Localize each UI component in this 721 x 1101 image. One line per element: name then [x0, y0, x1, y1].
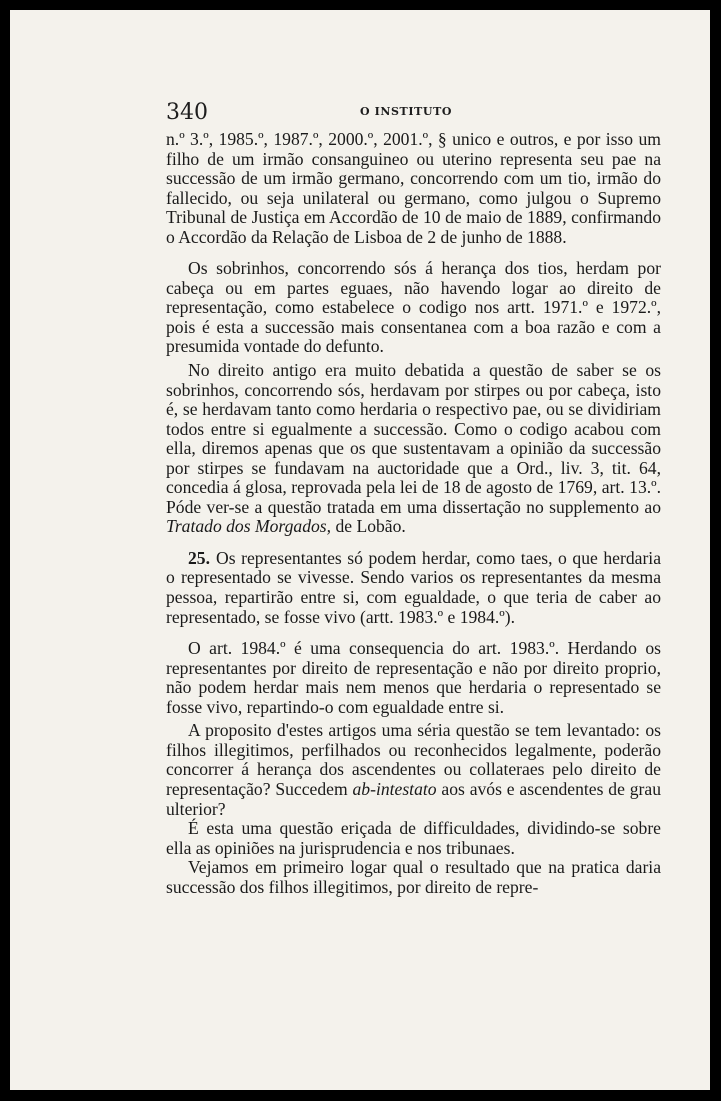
paragraph-old-law — [166, 361, 661, 537]
page-header — [166, 102, 666, 132]
paragraph-text: É esta uma questão eriçada de difficuldades, dividindo-se sobre ella as opiniões na jurisprudencia e nos tribunaes. — [166, 818, 661, 858]
paragraph-text-tail: aos avós e ascendentes de grau ulterior? — [166, 778, 661, 819]
paragraph-question — [166, 721, 661, 819]
section-number: 25. — [188, 547, 210, 568]
book-page — [10, 10, 710, 1090]
paragraph-text: n.º 3.º, 1985.º, 1987.º, 2000.º, 2001.º, § unico e outros, e por isso um filho de um irmão consanguineo ou uterino representa seu pae na successão de um irmão germano, concorrendo com um tio, irmão do fallecido, ou seja unilateral ou germano, como julgou o Supremo Tribunal de Justiça em Accordão de 10 de maio de 1889, confirmando o Accordão da Relação de Lisboa de 2 de junho de 1888. — [166, 129, 661, 247]
paragraph-text: Os sobrinhos, concorrendo sós á herança dos tios, herdam por cabeça ou em partes eguaes, não havendo logar ao direito de representação, como estabelece o codigo nos artt. 1971.º e 1972.º, pois é esta a successão mais consentanea com a boa razão e com a presumida vontade do defunto. — [166, 258, 661, 357]
latin-term: ab-intestato — [352, 778, 437, 799]
paragraph-art-1984 — [166, 639, 661, 717]
paragraph-text: Vejamos em primeiro logar qual o resultado que na pratica daria successão dos filhos illegitimos, por direito de repre- — [166, 857, 661, 897]
paragraph-practice — [166, 858, 661, 897]
paragraph-text: Os representantes só podem herdar, como taes, o que herdaria o representado se vivesse. Sendo varios os representantes da mesma pessoa, repartirão entre si, com egualdade, o que teria de caber ao representado, se fosse vivo (artt. 1983.º e 1984.º). — [166, 547, 661, 627]
running-title: O INSTITUTO — [360, 105, 453, 118]
book-title: Tratado dos Morgados, — [166, 516, 332, 537]
section-25 — [166, 549, 661, 627]
paragraph-text: O art. 1984.º é uma consequencia do art. 1983.º. Herdando os representantes por direito de representação e não por direito proprio, não podem herdar mais nem menos que herdaria o representado se fosse vivo, repartindo-o com egualdade entre si. — [166, 638, 661, 717]
page-number: 340 — [166, 100, 208, 125]
page-body — [166, 130, 661, 897]
paragraph-text: A proposito d'estes artigos uma séria questão se tem levantado: os filhos illegitimos, perfilhados ou reconhecidos legalmente, poderão concorrer á herança dos ascendentes ou collateraes pelo direito de representação? Succedem — [166, 720, 661, 799]
paragraph-text-tail: de Lobão. — [331, 516, 406, 537]
paragraph-difficulties — [166, 819, 661, 858]
paragraph-text: No direito antigo era muito debatida a questão de saber se os sobrinhos, concorrendo sós, herdavam por stirpes ou por cabeça, isto é, se herdavam tanto como herdaria o respectivo pae, ou se dividiriam todos entre si egualmente a successão. Como o codigo acabou com ella, diremos apenas que os que sustentavam a opinião da successão por stirpes se fundavam na auctoridade que a Ord., liv. 3, tit. 64, concedia á glosa, reprovada pela lei de 18 de agosto de 1769, art. 13.º. Póde ver-se a questão tratada em uma dissertação no supplemento ao — [166, 360, 661, 517]
paragraph-nephews — [166, 259, 661, 357]
paragraph-continuation — [166, 130, 661, 247]
